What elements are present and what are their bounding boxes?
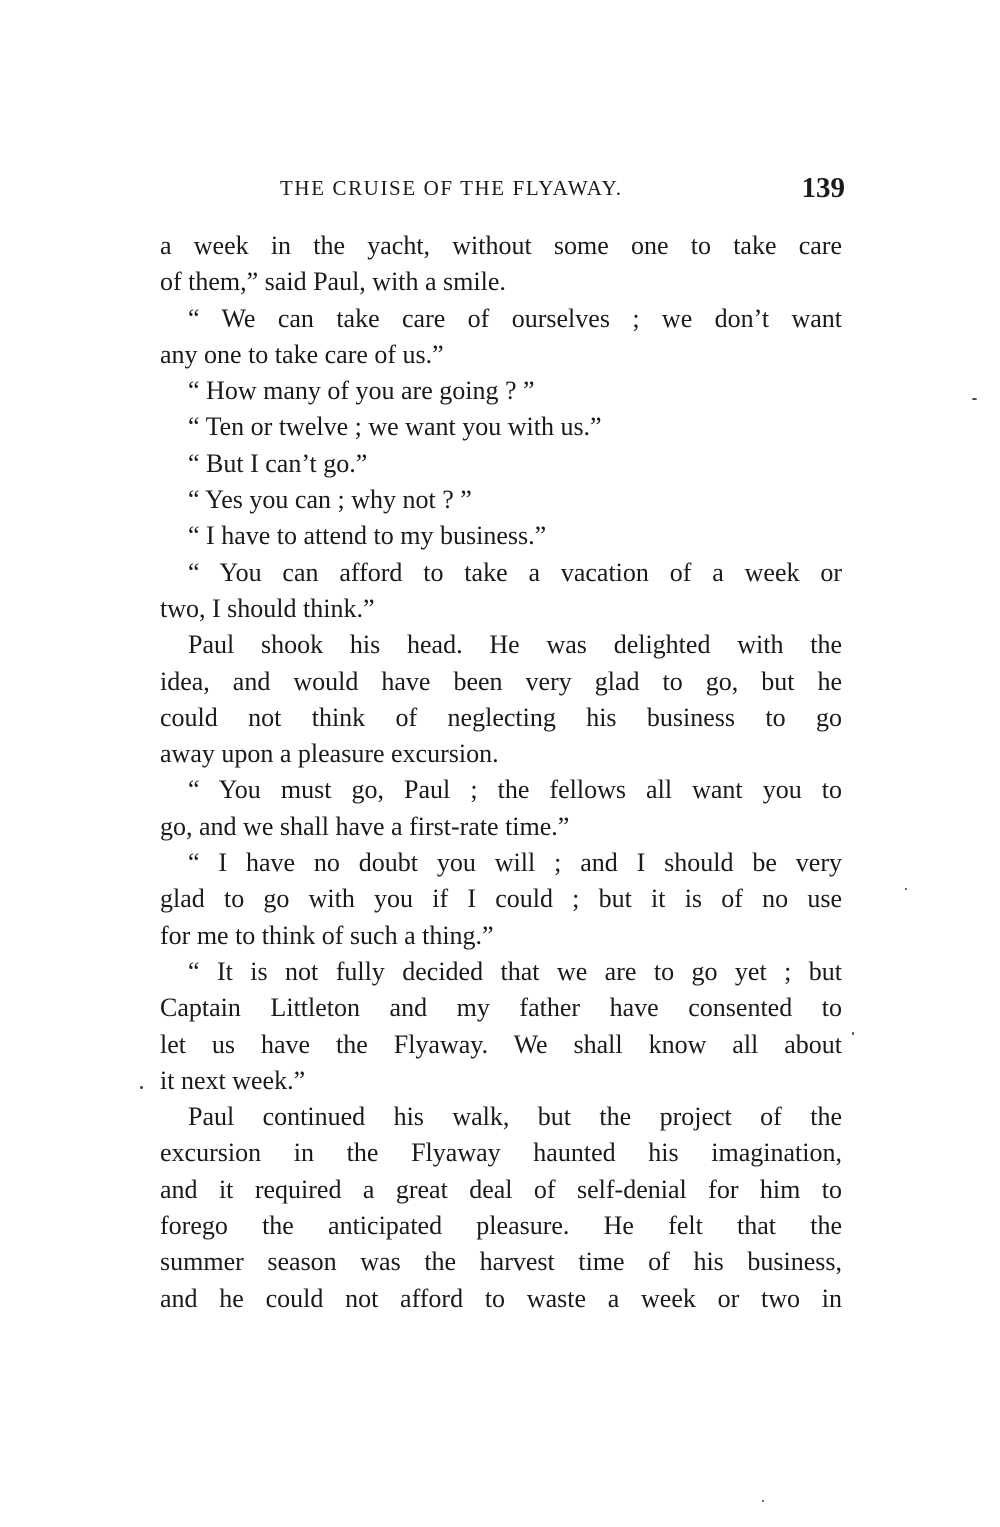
text-line: “ It is not fully decided that we are to go yet ; but xyxy=(188,956,842,986)
text-line: “ You must go, Paul ; the fellows all want you to xyxy=(188,775,842,805)
text-line: and it required a great deal of self-denial for him to xyxy=(160,1174,842,1204)
running-title: THE CRUISE OF THE FLYAWAY. xyxy=(280,176,623,200)
text-line: “ I have no doubt you will ; and I should be very xyxy=(188,848,842,878)
text-line: “ Yes you can ; why not ? ” xyxy=(188,485,472,515)
text-line: Paul continued his walk, but the project of the xyxy=(188,1102,842,1132)
text-line: go, and we shall have a first-rate time.” xyxy=(160,811,570,841)
text-line: away upon a pleasure excursion. xyxy=(160,739,499,769)
text-line: forego the anticipated pleasure. He felt that the xyxy=(160,1211,842,1241)
text-line: “ I have to attend to my business.” xyxy=(188,521,547,551)
text-line: glad to go with you if I could ; but it is of no use xyxy=(160,884,842,914)
scan-speck xyxy=(852,1032,854,1035)
text-line: a week in the yacht, without some one to take care xyxy=(160,231,842,260)
scan-speck xyxy=(762,1500,764,1502)
page-number: 139 xyxy=(801,172,845,204)
text-line: it next week.” xyxy=(160,1065,306,1095)
text-line: any one to take care of us.” xyxy=(160,339,444,369)
text-line: let us have the Flyaway. We shall know all about xyxy=(160,1029,842,1059)
text-line: idea, and would have been very glad to go, but he xyxy=(160,666,842,696)
text-line: excursion in the Flyaway haunted his imagination, xyxy=(160,1138,842,1168)
text-line: of them,” said Paul, with a smile. xyxy=(160,267,506,297)
text-line: “ We can take care of ourselves ; we don’t want xyxy=(188,303,842,333)
text-line: “ Ten or twelve ; we want you with us.” xyxy=(188,412,602,442)
text-line: “ How many of you are going ? ” xyxy=(188,376,535,406)
text-line: “ You can afford to take a vacation of a week or xyxy=(188,557,842,587)
body-text xyxy=(160,228,842,1317)
scan-speck xyxy=(905,888,907,890)
text-line: could not think of neglecting his business to go xyxy=(160,702,842,732)
text-line: and he could not afford to waste a week or two in xyxy=(160,1283,842,1313)
scan-speck xyxy=(140,1086,143,1089)
text-line: summer season was the harvest time of his business, xyxy=(160,1247,842,1277)
text-line: Captain Littleton and my father have consented to xyxy=(160,993,842,1023)
text-line: for me to think of such a thing.” xyxy=(160,920,494,950)
running-head xyxy=(280,172,845,212)
text-line: two, I should think.” xyxy=(160,593,375,623)
text-line: “ But I can’t go.” xyxy=(188,448,368,478)
scan-speck xyxy=(972,398,977,400)
text-line: Paul shook his head. He was delighted with the xyxy=(188,630,842,660)
